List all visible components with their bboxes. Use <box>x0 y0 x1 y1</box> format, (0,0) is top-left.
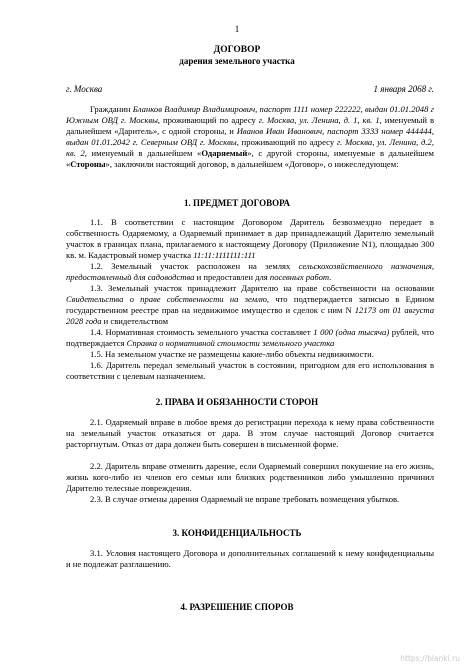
land-use: посевных работ <box>269 272 330 282</box>
clause-text: рублей, что подтверждается <box>66 327 434 348</box>
cadastral-number: 11:11:1111111:111 <box>193 250 256 260</box>
land-category: сельскохозяйственного назначения, предоставленный для садоводства <box>66 261 434 282</box>
contract-place: г. Москва <box>66 84 103 94</box>
recipient-details: Иванов Иван Иванович, паспорт 3333 номер 444444, выдан 01.01.2042 г. Северным ОВД г. Москвы <box>66 126 434 147</box>
clause-1-6: 1.6. Даритель передал земельный участок в состоянии, пригодном для его использования в соответствии с целевым назначением. <box>66 360 434 381</box>
clause-1-5: 1.5. На земельном участке не размещены какие-либо объекты недвижимости. <box>90 349 374 359</box>
place-date-line <box>66 84 434 95</box>
section-2-heading: 2. ПРАВА И ОБЯЗАННОСТИ СТОРОН <box>155 397 319 407</box>
clause-text: и свидетельством <box>101 316 169 326</box>
document-subtitle: дарения земельного участка <box>179 56 295 66</box>
clause-1-4 <box>66 327 434 349</box>
preamble-text: , именуемый в дальнейшем «Даритель», с одной стороны, и <box>66 115 435 136</box>
recipient-address: г. Москва, ул. Ленина, д.2, кв. 2 <box>66 137 434 158</box>
clause-1-3 <box>66 283 434 327</box>
clause-2-1: 2.1. Одаряемый вправе в любое время до регистрации перехода к нему права собственности на земельный участок отказаться от дара. В этом случае настоящий Договор считается расторгнутым. Отказ от дара должен быть совершен в письменной форме. <box>66 417 434 449</box>
section-1-heading: 1. ПРЕДМЕТ ДОГОВОРА <box>184 198 290 208</box>
preamble-text: , проживающий по адресу <box>236 137 337 147</box>
page-number: 1 <box>234 24 240 34</box>
clause-1-1 <box>66 217 434 261</box>
clause-text: , что подтверждается записью в Едином государственном реестре прав на недвижимое имущество и сделок с ним N <box>66 294 435 315</box>
parties-term: Стороны <box>70 159 106 169</box>
registry-record: 12173 от 01 августа 2028 года <box>66 305 434 326</box>
clause-text: 1.3. Земельный участок принадлежит Дарителю на праве собственности на основании <box>90 283 434 293</box>
clause-text: 1.4. Нормативная стоимость земельного участка составляет <box>90 327 314 337</box>
preamble-paragraph <box>66 104 434 170</box>
contract-date: 1 января 2068 г. <box>373 84 434 94</box>
section-3-heading: 3. КОНФИДЕНЦИАЛЬНОСТЬ <box>172 528 302 538</box>
clause-text: и предоставлен для <box>194 272 270 282</box>
preamble-text: , проживающий по адресу <box>157 115 259 125</box>
donor-details: Бланков Владимир Владимирович, паспорт 1111 номер 222222, выдан 01.01.2048 г Южным ОВД г. Москвы <box>66 104 435 125</box>
preamble-text: », заключили настоящий договор, в дальнейшем «Договор», о нижеследующем: <box>105 159 399 169</box>
clause-3-1: 3.1. Условия настоящего Договора и дополнительных соглашений к нему конфиденциальны и не подлежат разглашению. <box>66 548 434 569</box>
clause-text: . <box>329 272 332 282</box>
recipient-role: Одаряемый <box>201 148 248 158</box>
clause-2-3: 2.3. В случае отмены дарения Одаряемый не вправе требовать возмещения убытков. <box>90 494 400 504</box>
document-title: ДОГОВОР <box>213 45 261 55</box>
clause-1-2 <box>66 261 434 283</box>
clause-2-2: 2.2. Даритель вправе отменить дарение, если Одаряемый совершил покушение на его жизнь, жизнь кого-либо из членов его семьи или близких родственников либо умышленно причинил Дарителю телесные повреждения. <box>66 461 434 493</box>
source-watermark: https://blanki.ru <box>400 654 460 663</box>
section-4-heading: 4. РАЗРЕШЕНИЕ СПОРОВ <box>180 602 294 612</box>
preamble-text: , именуемый в дальнейшем « <box>84 148 202 158</box>
valuation-document: Справка о нормативной стоимости земельного участка <box>126 338 335 348</box>
preamble-text: », с другой стороны, именуемые в дальнейшем « <box>66 148 434 169</box>
donor-address: г. Москва, ул. Ленина, д. 1, кв. 1 <box>258 115 380 125</box>
clause-text: 1.1. В соответствии с настоящим Договором Даритель безвозмездно передает в собственность Одаряемому, а Одаряемый принимает в дар принадлежащий Дарителю земельный участок в границах плана, прилагаемого к настоящему Договору (Приложение N1), площадью 300 кв. м. Кадастровый номер участка <box>66 217 434 260</box>
clause-text: 1.2. Земельный участок расположен на землях <box>90 261 299 271</box>
ownership-document: Свидетельства о праве собственности на землю <box>66 294 267 304</box>
preamble-text: Гражданин <box>90 104 133 114</box>
normative-value: 1 000 (одна тысяча) <box>313 327 390 337</box>
